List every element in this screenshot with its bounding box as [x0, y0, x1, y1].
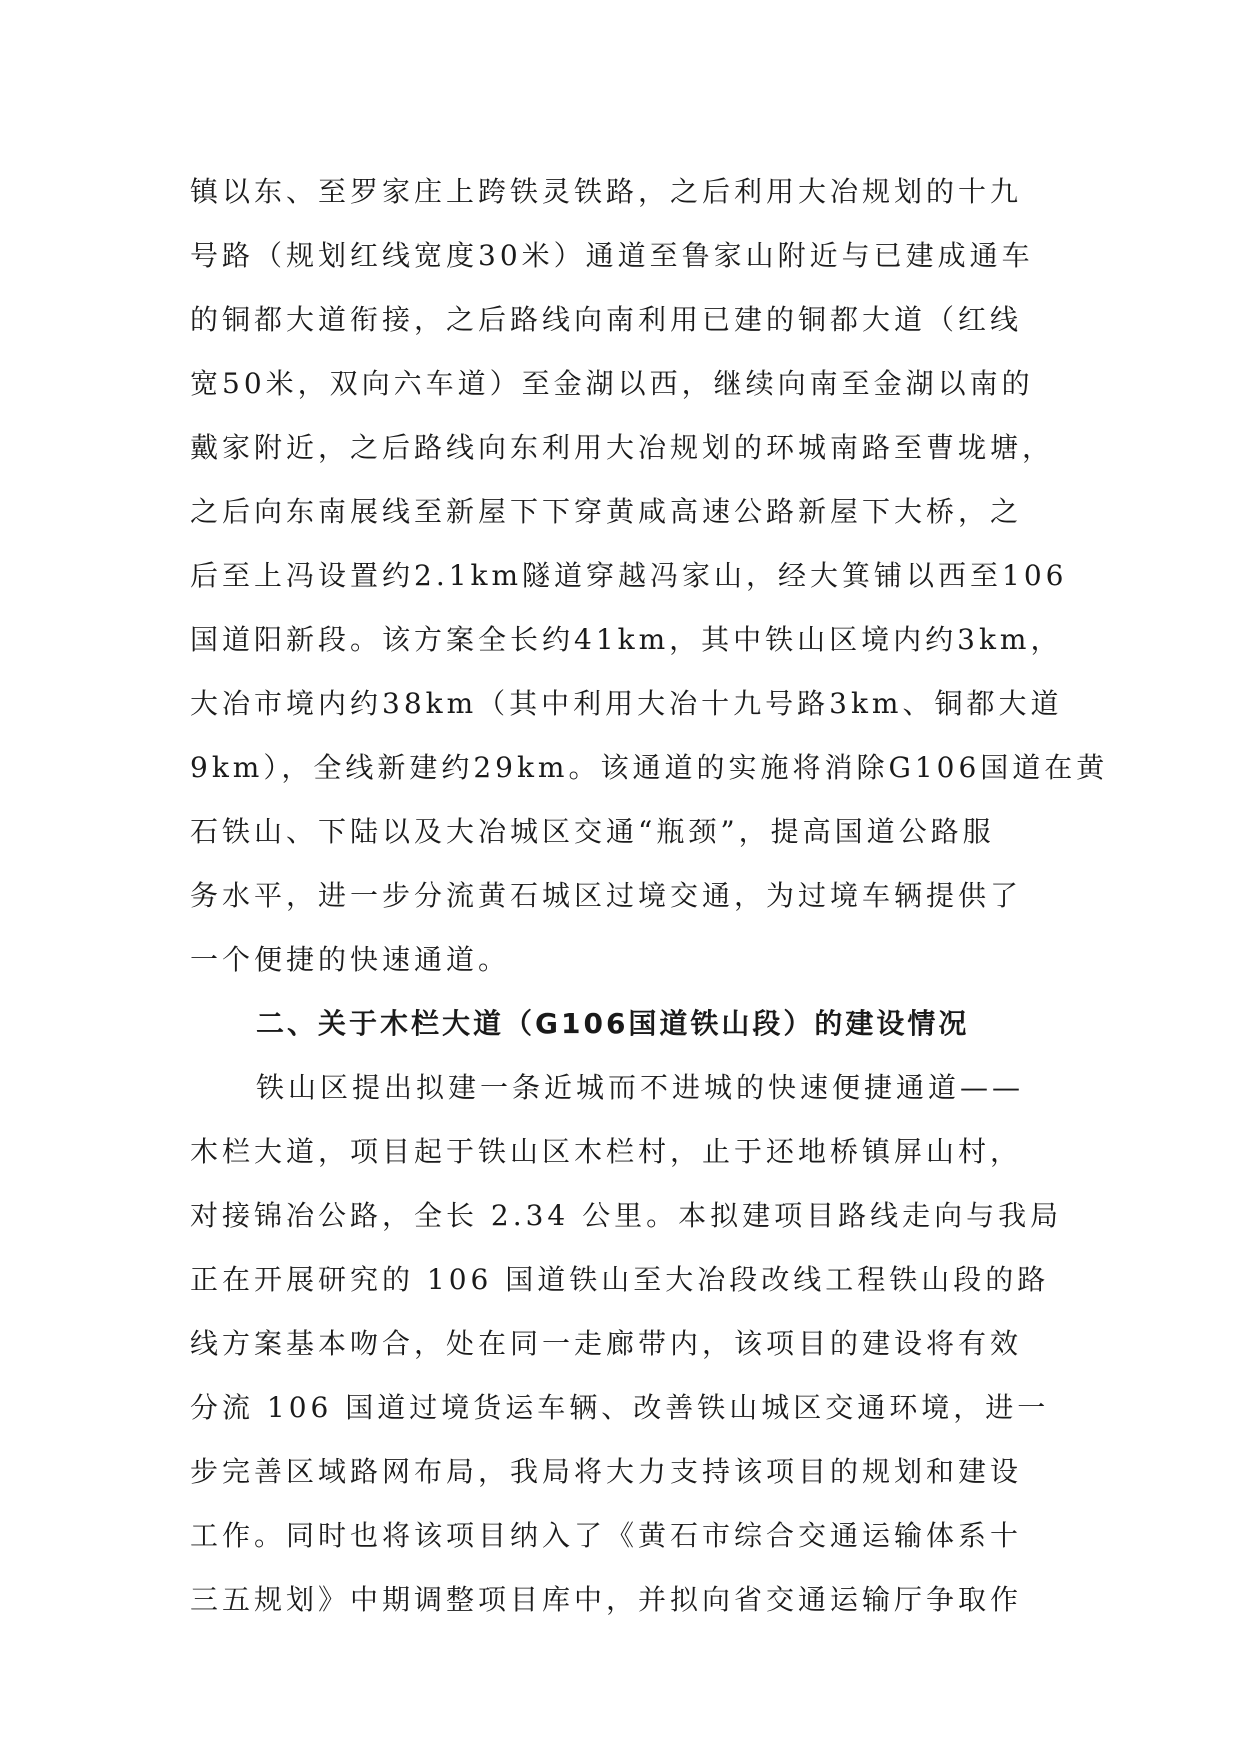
text-line: 一个便捷的快速通道。 [190, 943, 511, 976]
text-line: 木栏大道，项目起于铁山区木栏村，止于还地桥镇屏山村， [190, 1135, 1023, 1168]
text-line: 宽50米，双向六车道）至金湖以西，继续向南至金湖以南的 [190, 367, 1034, 400]
text-line: 对接锦冶公路，全长 2.34 公里。本拟建项目路线走向与我局 [190, 1199, 1063, 1232]
text-line: 务水平，进一步分流黄石城区过境交通，为过境车辆提供了 [190, 879, 1023, 912]
text-line: 镇以东、至罗家庄上跨铁灵铁路，之后利用大冶规划的十九 [190, 175, 1023, 208]
section-heading: 二、关于木栏大道（G106国道铁山段）的建设情况 [256, 1007, 970, 1040]
text-line: 步完善区域路网布局，我局将大力支持该项目的规划和建设 [190, 1455, 1023, 1488]
text-line: 大冶市境内约38km（其中利用大冶十九号路3km、铜都大道 [190, 687, 1063, 720]
text-line: 后至上冯设置约2.1km隧道穿越冯家山，经大箕铺以西至106 [190, 559, 1068, 592]
text-line: 国道阳新段。该方案全长约41km，其中铁山区境内约3km， [190, 623, 1063, 656]
text-line: 正在开展研究的 106 国道铁山至大冶段改线工程铁山段的路 [190, 1263, 1050, 1296]
text-line: 之后向东南展线至新屋下下穿黄咸高速公路新屋下大桥，之 [190, 495, 1023, 528]
text-line: 石铁山、下陆以及大冶城区交通“瓶颈”，提高国道公路服 [190, 815, 995, 848]
text-line: 分流 106 国道过境货运车辆、改善铁山城区交通环境，进一 [190, 1391, 1050, 1424]
text-line: 工作。同时也将该项目纳入了《黄石市综合交通运输体系十 [190, 1519, 1023, 1552]
text-line: 号路（规划红线宽度30米）通道至鲁家山附近与已建成通车 [190, 239, 1034, 272]
text-line: 线方案基本吻合，处在同一走廊带内，该项目的建设将有效 [190, 1327, 1023, 1360]
text-line: 戴家附近，之后路线向东利用大冶规划的环城南路至曹垅塘， [190, 431, 1055, 464]
text-line: 9km），全线新建约29km。该通道的实施将消除G106国道在黄 [190, 751, 1109, 784]
paragraph-first-line: 铁山区提出拟建一条近城而不进城的快速便捷通道—— [256, 1071, 1025, 1104]
text-line: 的铜都大道衔接，之后路线向南利用已建的铜都大道（红线 [190, 303, 1023, 336]
text-line: 三五规划》中期调整项目库中，并拟向省交通运输厅争取作 [190, 1583, 1023, 1616]
body-text [190, 160, 1109, 1632]
